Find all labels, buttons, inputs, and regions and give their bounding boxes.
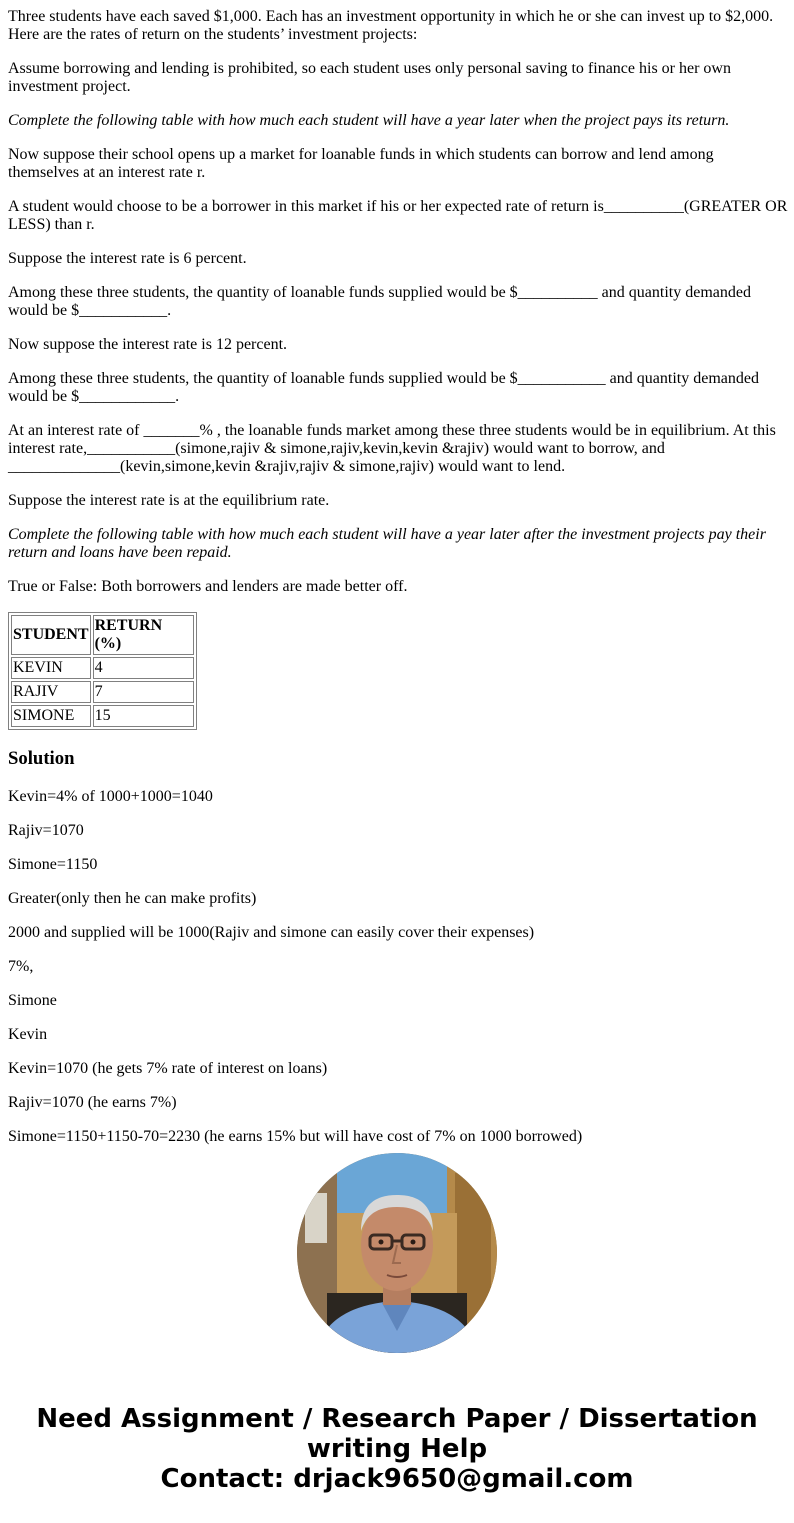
- solution-line: Rajiv=1070: [8, 822, 84, 839]
- table-header-cell: RETURN (%): [93, 615, 194, 655]
- solution-line: Rajiv=1070 (he earns 7%): [8, 1094, 177, 1111]
- question-paragraph: Assume borrowing and lending is prohibited, so each student uses only personal saving to finance his or her own investment project.: [8, 60, 731, 95]
- question-paragraph: A student would choose to be a borrower in this market if his or her expected rate of return is__________(GREATER OR LESS) than r.: [8, 198, 788, 233]
- returns-table: [8, 612, 197, 730]
- table-cell: 4: [93, 657, 194, 679]
- question-paragraph: Now suppose the interest rate is 12 percent.: [8, 336, 288, 353]
- table-header-cell: STUDENT: [11, 615, 91, 655]
- solution-line: Kevin: [8, 1026, 48, 1043]
- solution-line: Kevin=4% of 1000+1000=1040: [8, 788, 213, 805]
- banner-headline: Need Assignment / Research Paper / Dissertation writing Help: [36, 1404, 758, 1464]
- solution-line: 7%,: [8, 958, 34, 975]
- solution-line: 2000 and supplied will be 1000(Rajiv and simone can easily cover their expenses): [8, 924, 535, 941]
- question-instruction: Complete the following table with how much each student will have a year later when the project pays its return.: [8, 112, 730, 129]
- table-row: [11, 705, 194, 727]
- question-paragraph: Among these three students, the quantity of loanable funds supplied would be $__________ and quantity demanded would be $___________.: [8, 284, 751, 319]
- table-cell: 7: [93, 681, 194, 703]
- table-cell: RAJIV: [11, 681, 91, 703]
- question-paragraph: Among these three students, the quantity of loanable funds supplied would be $___________ and quantity demanded would be $____________.: [8, 370, 759, 405]
- question-instruction: Complete the following table with how much each student will have a year later after the investment projects pay their return and loans have been repaid.: [8, 526, 766, 561]
- table-cell: SIMONE: [11, 705, 91, 727]
- question-paragraph: Suppose the interest rate is 6 percent.: [8, 250, 247, 267]
- table-row: [11, 681, 194, 703]
- question-paragraph: At an interest rate of _______% , the loanable funds market among these three students would be in equilibrium. At this interest rate,___________(simone,rajiv & simone,rajiv,kevin,kevin &rajiv) would want to borrow, and ______________(kevin,simone,kevin &rajiv,rajiv & simone,rajiv) would want to lend.: [8, 422, 776, 475]
- solution-line: Kevin=1070 (he gets 7% rate of interest on loans): [8, 1060, 328, 1077]
- author-portrait-image: [297, 1153, 497, 1353]
- solution-line: Simone=1150: [8, 856, 98, 873]
- table-cell: KEVIN: [11, 657, 91, 679]
- question-paragraph: Now suppose their school opens up a market for loanable funds in which students can borrow and lend among themselves at an interest rate r.: [8, 146, 714, 181]
- table-row: [11, 657, 194, 679]
- author-photo: [297, 1153, 497, 1353]
- table-cell: 15: [93, 705, 194, 727]
- solution-line: Simone: [8, 992, 57, 1009]
- question-paragraph: Suppose the interest rate is at the equilibrium rate.: [8, 492, 330, 509]
- question-paragraph: True or False: Both borrowers and lenders are made better off.: [8, 578, 408, 595]
- solution-line: Simone=1150+1150-70=2230 (he earns 15% but will have cost of 7% on 1000 borrowed): [8, 1128, 583, 1145]
- question-paragraph: Three students have each saved $1,000. Each has an investment opportunity in which he or she can invest up to $2,000. Here are the rates of return on the students’ investment projects:: [8, 8, 774, 43]
- contact-banner: [0, 1404, 794, 1494]
- table-header-row: [11, 615, 194, 655]
- document-body: [8, 8, 788, 1162]
- banner-contact: Contact: drjack9650@gmail.com: [160, 1464, 634, 1494]
- solution-heading: Solution: [8, 748, 75, 769]
- solution-line: Greater(only then he can make profits): [8, 890, 257, 907]
